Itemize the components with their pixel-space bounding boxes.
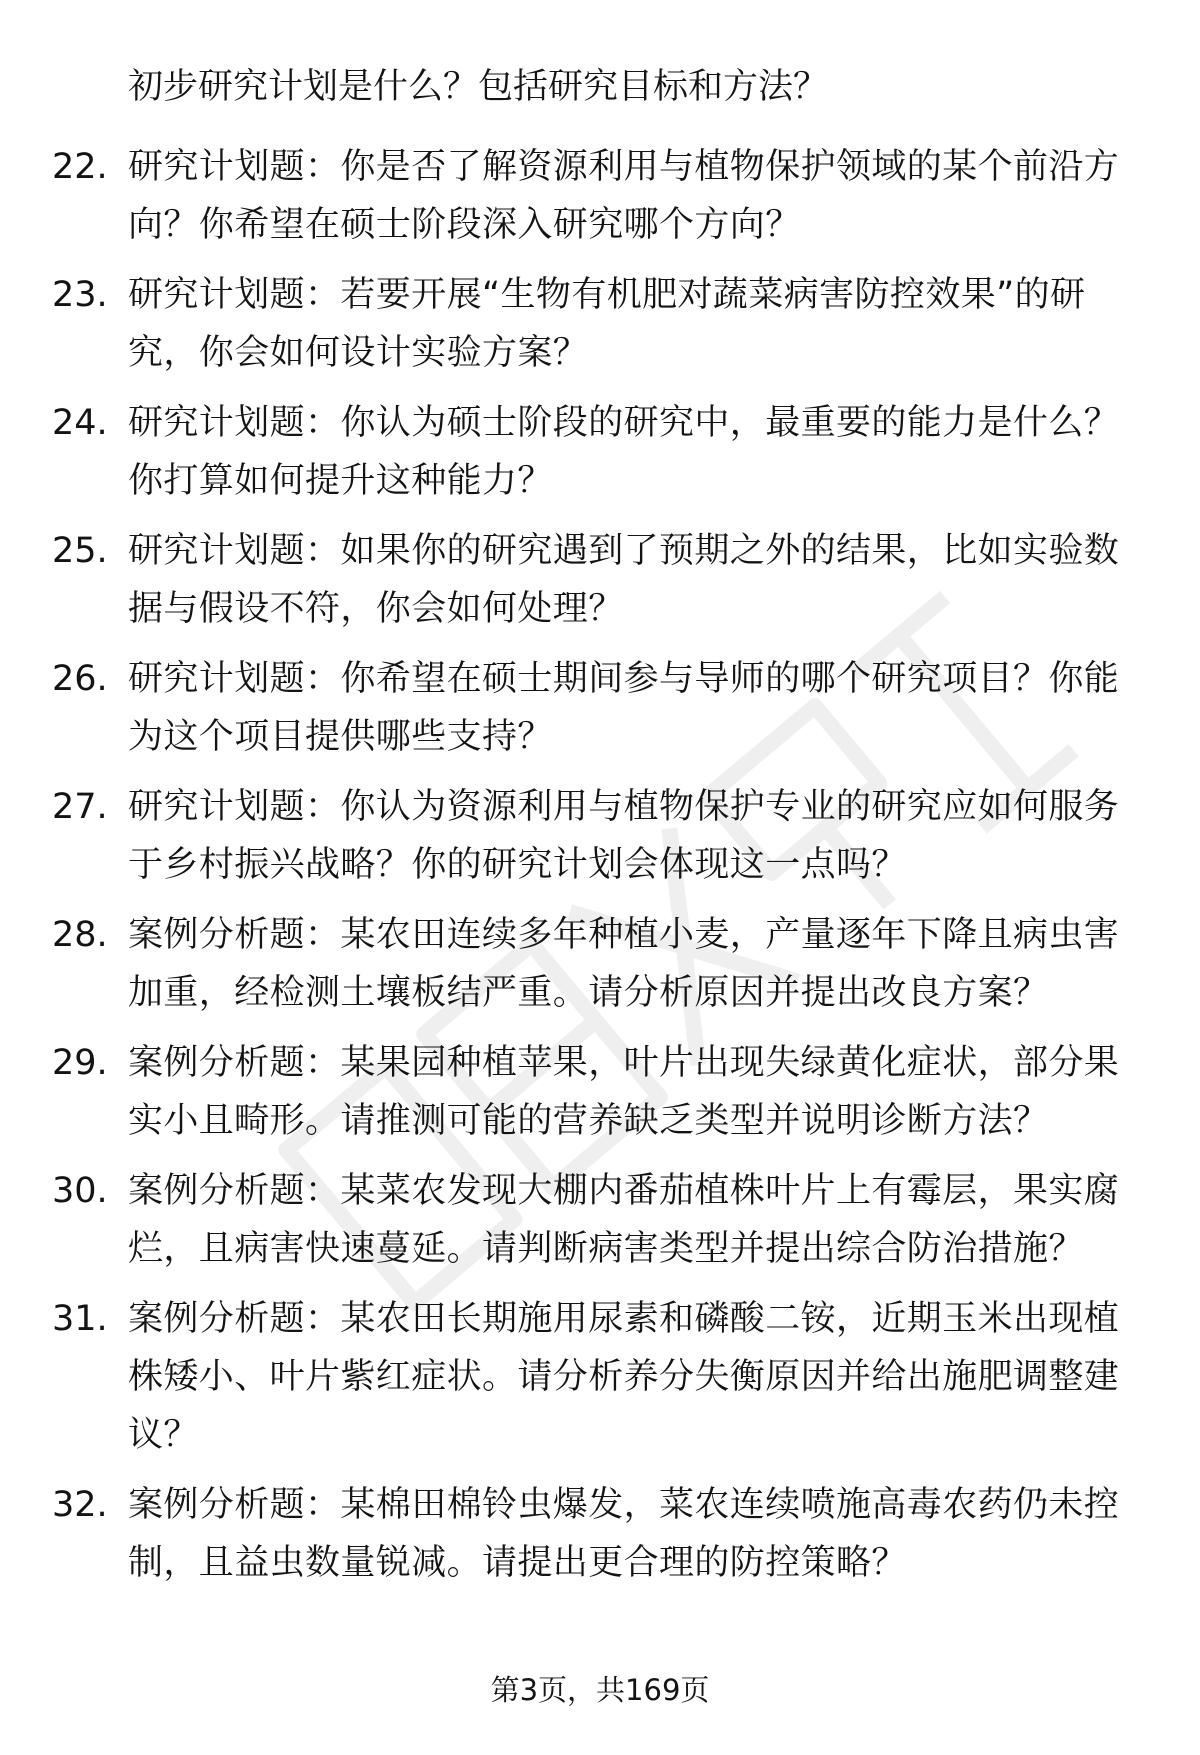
question-text: 研究计划题：你是否了解资源利用与植物保护领域的某个前沿方向？你希望在硕士阶段深入研究哪个方向？	[128, 147, 1120, 245]
question-item-28	[0, 906, 1200, 1034]
question-item-31	[0, 1290, 1200, 1476]
page-footer: 第3页，共169页	[490, 1673, 710, 1707]
question-item-26	[0, 650, 1200, 778]
question-item-23	[0, 266, 1200, 394]
question-text: 案例分析题：某农田长期施用尿素和磷酸二铵，近期玉米出现植株矮小、叶片紫红症状。请分析养分失衡原因并给出施肥调整建议？	[128, 1299, 1120, 1455]
question-number: 28.	[52, 915, 108, 955]
question-number: 31.	[52, 1299, 108, 1339]
question-list	[0, 138, 1200, 1604]
question-item-25	[0, 522, 1200, 650]
question-item-32	[0, 1476, 1200, 1604]
question-number: 32.	[52, 1485, 108, 1525]
question-text: 研究计划题：如果你的研究遇到了预期之外的结果，比如实验数据与假设不符，你会如何处理？	[128, 531, 1120, 629]
question-item-24	[0, 394, 1200, 522]
question-item-30	[0, 1162, 1200, 1290]
question-text: 研究计划题：若要开展“生物有机肥对蔬菜病害防控效果”的研究，你会如何设计实验方案？	[128, 275, 1086, 373]
question-item-29	[0, 1034, 1200, 1162]
question-number: 26.	[52, 659, 108, 699]
question-number: 27.	[52, 787, 108, 827]
question-number: 23.	[52, 275, 108, 315]
question-number: 24.	[52, 403, 108, 443]
question-item-27	[0, 778, 1200, 906]
question-number: 30.	[52, 1171, 108, 1211]
question-text: 案例分析题：某农田连续多年种植小麦，产量逐年下降且病虫害加重，经检测土壤板结严重。请分析原因并提出改良方案？	[128, 915, 1120, 1013]
question-text: 研究计划题：你认为硕士阶段的研究中，最重要的能力是什么？你打算如何提升这种能力？	[128, 403, 1120, 501]
question-text: 研究计划题：你希望在硕士期间参与导师的哪个研究项目？你能为这个项目提供哪些支持？	[128, 659, 1120, 757]
question-number: 29.	[52, 1043, 108, 1083]
question-number: 22.	[52, 147, 108, 187]
question-text: 案例分析题：某棉田棉铃虫爆发，菜农连续喷施高毒农药仍未控制，且益虫数量锐减。请提出更合理的防控策略？	[128, 1485, 1120, 1583]
question-item-22	[0, 138, 1200, 266]
question-text: 案例分析题：某菜农发现大棚内番茄植株叶片上有霉层，果实腐烂，且病害快速蔓延。请判断病害类型并提出综合防治措施？	[128, 1171, 1120, 1269]
question-text: 研究计划题：你认为资源利用与植物保护专业的研究应如何服务于乡村振兴战略？你的研究计划会体现这一点吗？	[128, 787, 1120, 885]
question-text: 案例分析题：某果园种植苹果，叶片出现失绿黄化症状，部分果实小且畸形。请推测可能的营养缺乏类型并说明诊断方法？	[128, 1043, 1120, 1141]
question-number: 25.	[52, 531, 108, 571]
continued-question-text: 初步研究计划是什么？包括研究目标和方法？	[128, 67, 829, 107]
